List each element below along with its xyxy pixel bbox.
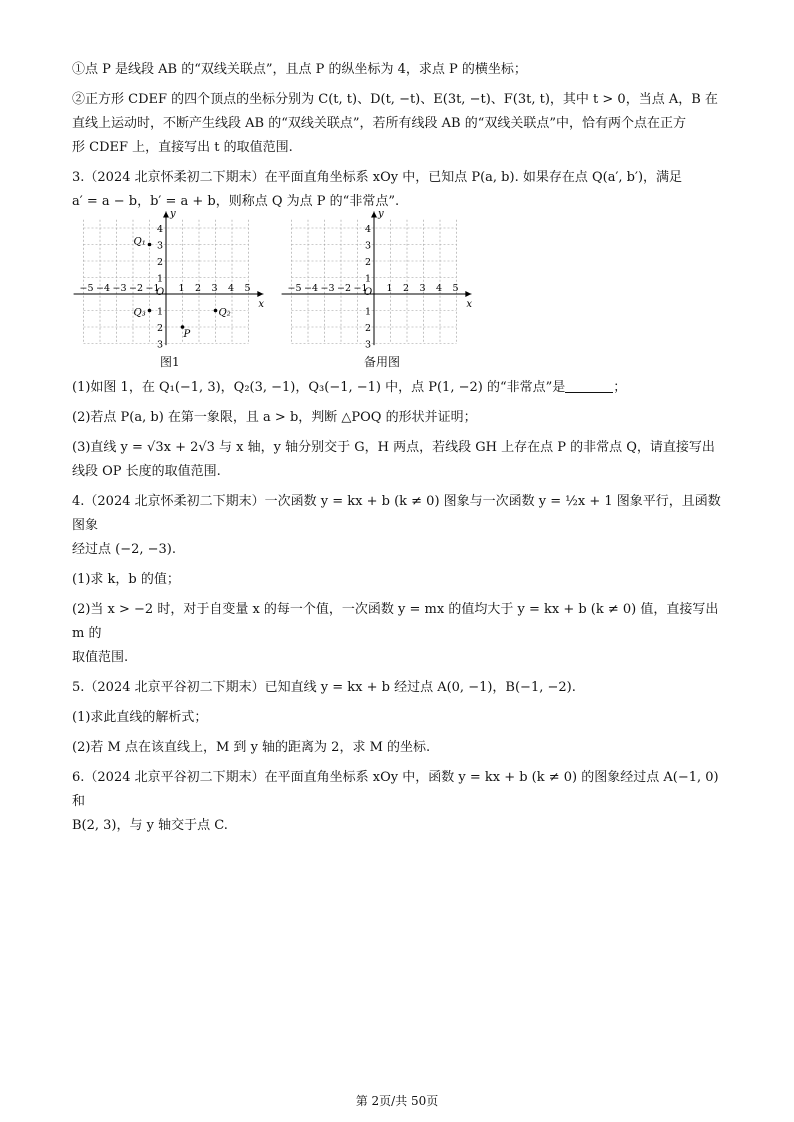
x-tick-label: −4 bbox=[96, 283, 111, 294]
figure-1-caption: 图1 bbox=[160, 355, 180, 369]
q4-sub1: (1)求 k，b 的值； bbox=[72, 572, 180, 587]
answer-blank bbox=[565, 378, 613, 393]
x-tick-label: −5 bbox=[287, 283, 302, 294]
point-q2-label: Q₂ bbox=[218, 307, 231, 319]
point-p-label: P bbox=[183, 329, 191, 340]
x-tick-label: 4 bbox=[436, 283, 443, 294]
x-tick-label: 3 bbox=[211, 283, 218, 294]
q3-sub1-text: (1)如图 1，在 Q₁(−1, 3)，Q₂(3, −1)，Q₃(−1, −1) 中，点 P(1, −2) 的“非常点”是 bbox=[72, 380, 566, 395]
q4-sub2-line2: 取值范围. bbox=[72, 650, 129, 665]
y-tick-label: 3 bbox=[365, 240, 372, 252]
y-tick-label: 4 bbox=[365, 224, 372, 235]
x-tick-label: −3 bbox=[320, 283, 335, 294]
q2-part2-line2: 直线上运动时，不断产生线段 AB 的“双线关联点”，若所有线段 AB 的“双线关联点”中，恰有两个点在正方 bbox=[72, 116, 686, 131]
point-q2 bbox=[214, 309, 218, 313]
y-tick-label: 1 bbox=[365, 306, 372, 318]
origin-label: O bbox=[156, 287, 165, 298]
x-tick-label: 5 bbox=[244, 283, 251, 294]
x-tick-label: 5 bbox=[452, 283, 459, 294]
q4-sub2-line1: (2)当 x > −2 时，对于自变量 x 的每一个值，一次函数 y = mx 的值均大于 y = kx + b (k ≠ 0) 值，直接写出 m 的 bbox=[72, 602, 719, 641]
q5-sub1: (1)求此直线的解析式； bbox=[72, 710, 208, 725]
q6-line1: 6.（2024 北京平谷初二下期末）在平面直角坐标系 xOy 中，函数 y = kx + b (k ≠ 0) 的图象经过点 A(−1, 0) 和 bbox=[72, 770, 719, 809]
y-tick-label: 1 bbox=[365, 273, 372, 285]
x-tick-label: 4 bbox=[228, 283, 235, 294]
q4-line1: 4.（2024 北京怀柔初二下期末）一次函数 y = kx + b (k ≠ 0) 图象与一次函数 y = ½x + 1 图象平行，且函数图象 bbox=[72, 494, 721, 533]
point-q3-label: Q₃ bbox=[133, 307, 146, 319]
origin-label: O bbox=[364, 287, 373, 298]
y-tick-label: 3 bbox=[157, 240, 164, 252]
y-axis-label: y bbox=[170, 208, 176, 220]
x-tick-label: 2 bbox=[195, 283, 202, 294]
x-axis-label: x bbox=[466, 299, 473, 310]
q3-sub1 bbox=[72, 376, 732, 400]
x-tick-label: 1 bbox=[178, 283, 185, 294]
page-content bbox=[72, 58, 732, 844]
page-footer: 第 2页/共 50页 bbox=[355, 1094, 439, 1108]
y-tick-label: 2 bbox=[365, 323, 372, 334]
q5-sub2: (2)若 M 点在该直线上，M 到 y 轴的距离为 2，求 M 的坐标. bbox=[72, 740, 431, 755]
q2-part2-line1: ②正方形 CDEF 的四个顶点的坐标分别为 C(t, t)、D(t, −t)、E(3t, −t)、F(3t, t)，其中 t > 0，当点 A，B 在 bbox=[72, 92, 718, 107]
y-tick-label: 2 bbox=[365, 257, 372, 268]
x-tick-label: −5 bbox=[79, 283, 94, 294]
y-tick-label: 3 bbox=[365, 339, 372, 351]
y-tick-label: 2 bbox=[157, 257, 164, 268]
x-tick-label: −1 bbox=[353, 283, 368, 294]
x-tick-label: 1 bbox=[386, 283, 393, 294]
figure-2-caption: 备用图 bbox=[364, 355, 401, 369]
q3-sub1-end: ； bbox=[613, 380, 627, 395]
x-tick-label: −4 bbox=[304, 283, 319, 294]
q6-line2: B(2, 3)，与 y 轴交于点 C. bbox=[72, 818, 228, 833]
x-tick-label: 3 bbox=[419, 283, 426, 294]
y-tick-label: 4 bbox=[157, 224, 164, 235]
q3-intro-line2: a′ = a − b，b′ = a + b，则称点 Q 为点 P 的“非常点”. bbox=[72, 194, 400, 209]
q3-sub3-line2: 线段 OP 长度的取值范围. bbox=[72, 464, 221, 479]
x-axis-arrow bbox=[257, 291, 263, 297]
y-tick-label: 2 bbox=[157, 323, 164, 334]
figure-2-grid bbox=[280, 208, 480, 352]
y-tick-label: 1 bbox=[157, 306, 164, 318]
q3-intro-line1: 3.（2024 北京怀柔初二下期末）在平面直角坐标系 xOy 中，已知点 P(a, b). 如果存在点 Q(a′, b′)，满足 bbox=[72, 170, 683, 185]
q5-line1: 5.（2024 北京平谷初二下期末）已知直线 y = kx + b 经过点 A(0, −1)，B(−1, −2). bbox=[72, 680, 576, 695]
q3-sub3-line1: (3)直线 y = √3x + 2√3 与 x 轴，y 轴分别交于 G，H 两点，若线段 GH 上存在点 P 的非常点 Q，请直接写出 bbox=[72, 440, 715, 455]
x-tick-label: −2 bbox=[337, 283, 352, 294]
point-q3 bbox=[148, 309, 152, 313]
figure-1-grid bbox=[72, 208, 272, 352]
q2-part2-line3: 形 CDEF 上，直接写出 t 的取值范围. bbox=[72, 140, 293, 155]
q3-figures bbox=[72, 208, 732, 370]
x-axis-label: x bbox=[258, 299, 265, 310]
y-tick-label: 3 bbox=[157, 339, 164, 351]
x-tick-label: −3 bbox=[112, 283, 127, 294]
x-tick-label: −1 bbox=[145, 283, 160, 294]
point-q1 bbox=[148, 243, 152, 247]
y-axis-label: y bbox=[378, 208, 384, 220]
point-q1-label: Q₁ bbox=[133, 236, 146, 248]
q3-sub2: (2)若点 P(a, b) 在第一象限，且 a > b，判断 △POQ 的形状并证明； bbox=[72, 410, 477, 425]
q2-part1: ①点 P 是线段 AB 的“双线关联点”，且点 P 的纵坐标为 4，求点 P 的横坐标； bbox=[72, 62, 527, 77]
x-tick-label: 2 bbox=[403, 283, 410, 294]
x-tick-label: −2 bbox=[129, 283, 144, 294]
x-axis-arrow bbox=[465, 291, 471, 297]
q4-line2: 经过点 (−2, −3). bbox=[72, 542, 177, 557]
y-tick-label: 1 bbox=[157, 273, 164, 285]
